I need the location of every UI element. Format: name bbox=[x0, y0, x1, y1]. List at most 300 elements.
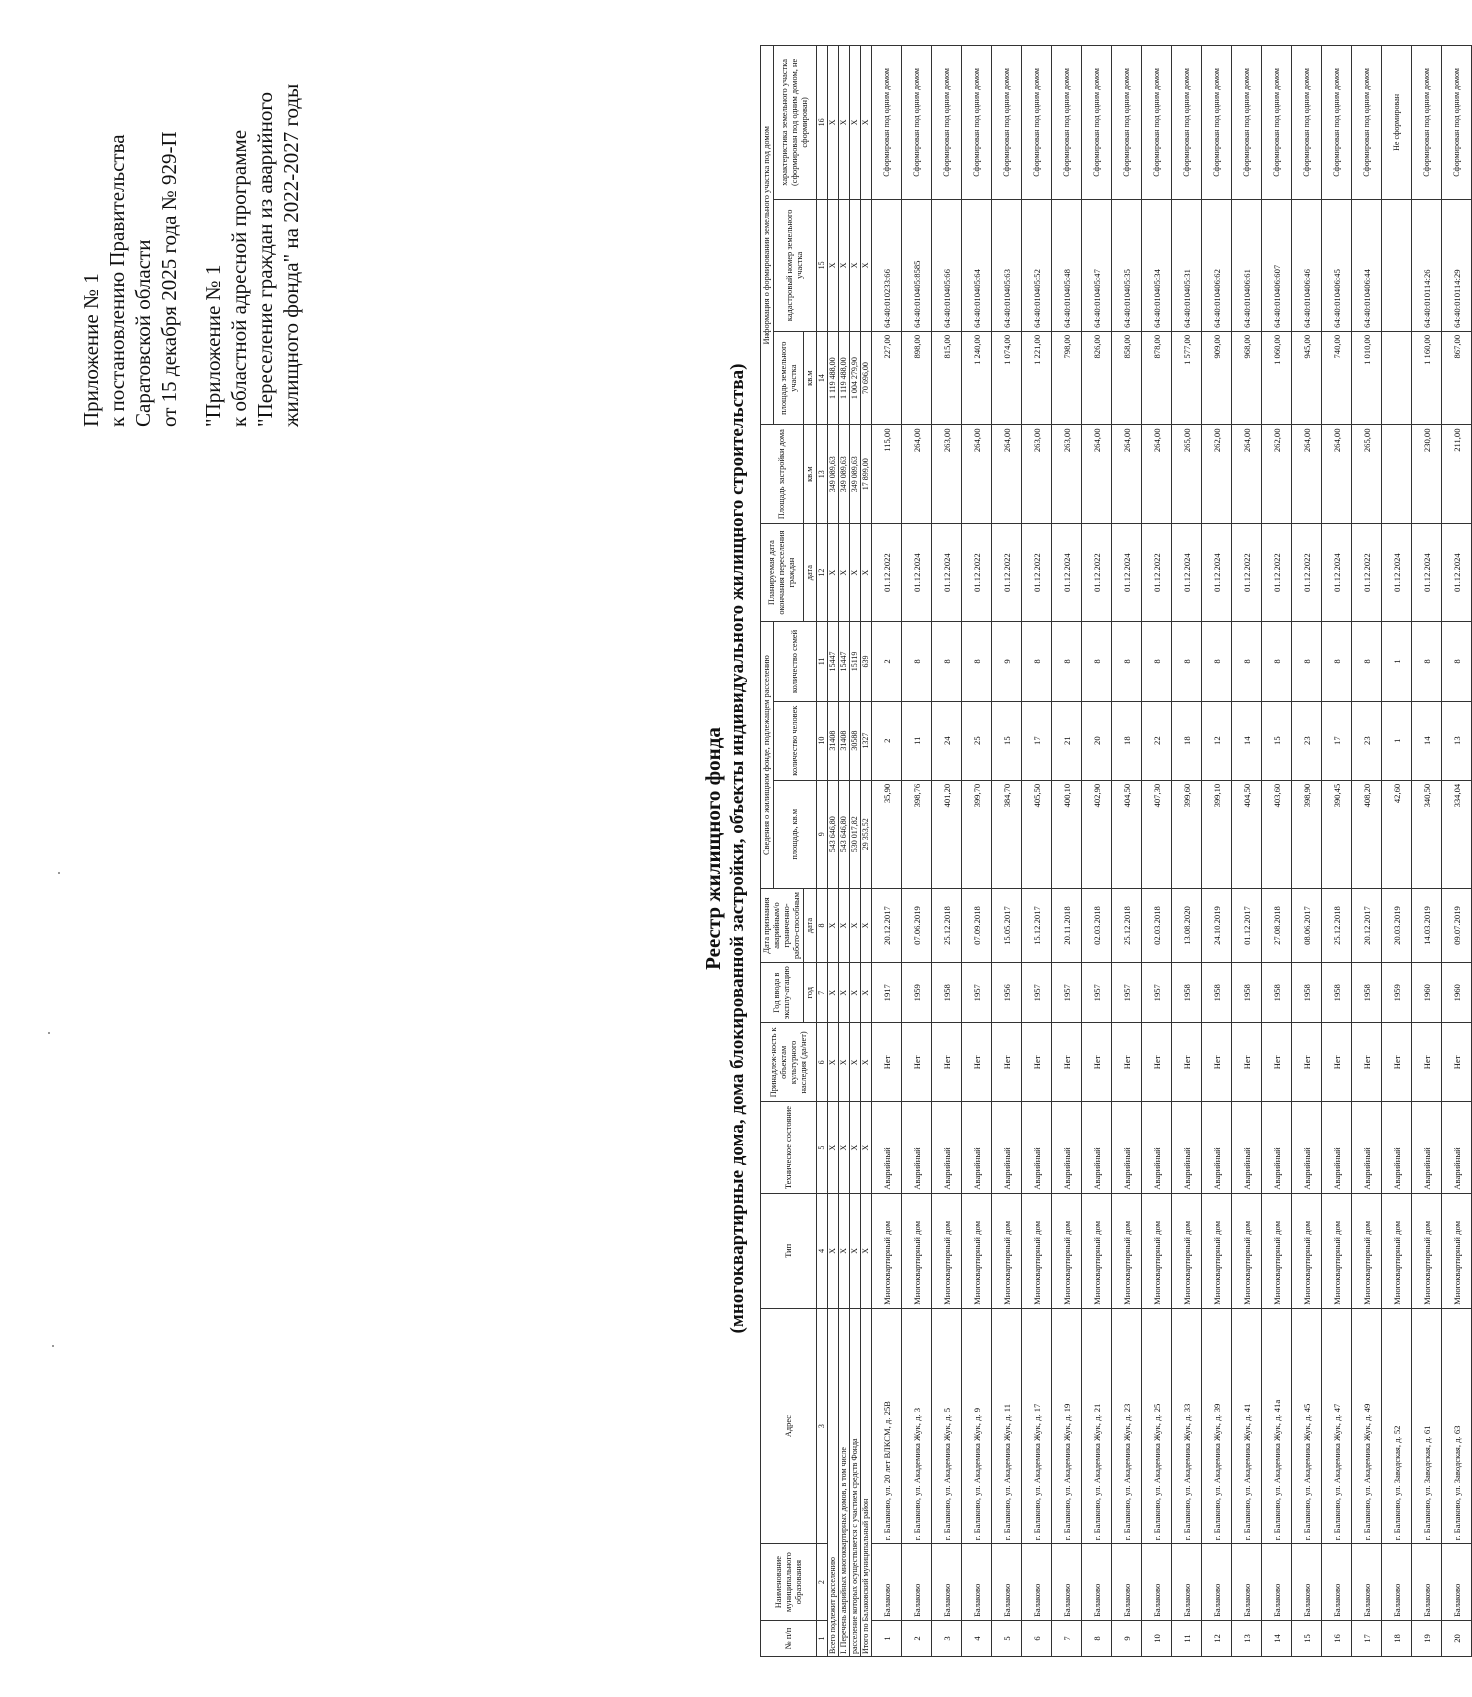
land-area-cell: 1 010,00 bbox=[1352, 331, 1382, 425]
land-char-cell: Сформирован под одним домом bbox=[962, 46, 992, 200]
planned-date-cell: 01.12.2024 bbox=[1322, 523, 1352, 621]
totals-cell: Х bbox=[839, 46, 850, 200]
column-number: 13 bbox=[817, 425, 828, 523]
row-number: 9 bbox=[1112, 1621, 1142, 1657]
col-header-build-area: Площадь застройки дома bbox=[761, 425, 804, 523]
year-cell: 1957 bbox=[1082, 963, 1112, 1023]
land-char-cell: Сформирован под одним домом bbox=[1322, 46, 1352, 200]
totals-cell: 15447 bbox=[828, 622, 839, 701]
emergency-date-cell: 01.12.2017 bbox=[1232, 888, 1262, 962]
planned-date-cell: 01.12.2024 bbox=[902, 523, 932, 621]
families-cell: 9 bbox=[992, 622, 1022, 701]
families-cell: 8 bbox=[1292, 622, 1322, 701]
planned-date-cell: 01.12.2022 bbox=[1262, 523, 1292, 621]
area-cell: 334,04 bbox=[1442, 780, 1472, 888]
emergency-date-cell: 20.11.2018 bbox=[1052, 888, 1082, 962]
planned-date-cell: 01.12.2022 bbox=[1232, 523, 1262, 621]
totals-cell: Х bbox=[861, 1023, 872, 1102]
people-cell: 2 bbox=[872, 701, 902, 780]
municipality-cell: Балаково bbox=[992, 1544, 1022, 1621]
totals-cell: 15119 bbox=[850, 622, 861, 701]
title-line: Реестр жилищного фонда bbox=[701, 727, 725, 970]
year-cell: 1958 bbox=[1322, 963, 1352, 1023]
cadastral-cell: 64:40:010405:31 bbox=[1172, 199, 1202, 331]
land-char-cell: Сформирован под одним домом bbox=[1142, 46, 1172, 200]
build-area-cell: 265,00 bbox=[1352, 425, 1382, 523]
land-area-cell: 909,00 bbox=[1202, 331, 1232, 425]
row-number: 15 bbox=[1292, 1621, 1322, 1657]
type-cell: Многоквартирный дом bbox=[932, 1193, 962, 1308]
people-cell: 17 bbox=[1022, 701, 1052, 780]
emergency-date-cell: 25.12.2018 bbox=[932, 888, 962, 962]
totals-row bbox=[861, 46, 872, 1657]
tech-state-cell: Аварийный bbox=[1382, 1102, 1412, 1193]
build-area-cell: 262,00 bbox=[1262, 425, 1292, 523]
families-cell: 8 bbox=[1412, 622, 1442, 701]
address-cell: г. Балаково, ул. Заводская, д. 52 bbox=[1382, 1308, 1412, 1543]
row-number: 8 bbox=[1082, 1621, 1112, 1657]
heritage-cell: Нет bbox=[1172, 1023, 1202, 1102]
col-header-families: количество семей bbox=[774, 622, 817, 701]
municipality-cell: Балаково bbox=[1142, 1544, 1172, 1621]
heritage-cell: Нет bbox=[1232, 1023, 1262, 1102]
type-cell: Многоквартирный дом bbox=[1232, 1193, 1262, 1308]
municipality-cell: Балаково bbox=[902, 1544, 932, 1621]
table-row bbox=[1322, 46, 1352, 1657]
table-body bbox=[817, 46, 1472, 1657]
area-cell: 405,50 bbox=[1022, 780, 1052, 888]
families-cell: 8 bbox=[1022, 622, 1052, 701]
people-cell: 24 bbox=[932, 701, 962, 780]
people-cell: 13 bbox=[1442, 701, 1472, 780]
land-char-cell: Сформирован под одним домом bbox=[872, 46, 902, 200]
totals-cell: Х bbox=[861, 1193, 872, 1308]
table-row bbox=[1382, 46, 1412, 1657]
land-char-cell: Не сформирован bbox=[1382, 46, 1412, 200]
tech-state-cell: Аварийный bbox=[962, 1102, 992, 1193]
land-area-cell: 1 074,00 bbox=[992, 331, 1022, 425]
address-cell: г. Балаково, ул. Академика Жук, д. 17 bbox=[1022, 1308, 1052, 1543]
col-header-tech-state: Техническое состояние bbox=[761, 1102, 817, 1193]
totals-cell: 1 119 488,00 bbox=[839, 331, 850, 425]
area-cell: 402,90 bbox=[1082, 780, 1112, 888]
area-cell: 403,60 bbox=[1262, 780, 1292, 888]
land-char-cell: Сформирован под одним домом bbox=[1232, 46, 1262, 200]
families-cell: 8 bbox=[1202, 622, 1232, 701]
families-cell: 1 bbox=[1382, 622, 1412, 701]
families-cell: 8 bbox=[1262, 622, 1292, 701]
cadastral-cell: 64:40:010114:26 bbox=[1412, 199, 1442, 331]
land-area-cell: 1 240,00 bbox=[962, 331, 992, 425]
build-area-cell: 263,00 bbox=[932, 425, 962, 523]
municipality-cell: Балаково bbox=[1232, 1544, 1262, 1621]
area-cell: 42,60 bbox=[1382, 780, 1412, 888]
totals-cell: 349 089,63 bbox=[850, 425, 861, 523]
totals-cell: 530 017,82 bbox=[850, 780, 861, 888]
row-number: 5 bbox=[992, 1621, 1022, 1657]
planned-date-cell: 01.12.2022 bbox=[1082, 523, 1112, 621]
col-header-planned-date: Планируемая дата окончания переселения граждан bbox=[761, 523, 804, 621]
build-area-cell: 264,00 bbox=[962, 425, 992, 523]
table-row bbox=[1022, 46, 1052, 1657]
municipality-cell: Балаково bbox=[1292, 1544, 1322, 1621]
type-cell: Многоквартирный дом bbox=[1022, 1193, 1052, 1308]
address-cell: г. Балаково, ул. Академика Жук, д. 33 bbox=[1172, 1308, 1202, 1543]
people-cell: 11 bbox=[902, 701, 932, 780]
column-number: 2 bbox=[817, 1544, 828, 1621]
totals-cell: 17 899,00 bbox=[861, 425, 872, 523]
people-cell: 23 bbox=[1352, 701, 1382, 780]
totals-cell: Х bbox=[828, 963, 839, 1023]
totals-cell: 15447 bbox=[839, 622, 850, 701]
table-row bbox=[1352, 46, 1382, 1657]
year-cell: 1957 bbox=[1142, 963, 1172, 1023]
heritage-cell: Нет bbox=[1292, 1023, 1322, 1102]
land-area-cell: 945,00 bbox=[1292, 331, 1322, 425]
row-number: 19 bbox=[1412, 1621, 1442, 1657]
totals-cell: Х bbox=[828, 1023, 839, 1102]
heritage-cell: Нет bbox=[1082, 1023, 1112, 1102]
type-cell: Многоквартирный дом bbox=[1052, 1193, 1082, 1308]
totals-cell: 1 004 279,90 bbox=[850, 331, 861, 425]
year-cell: 1959 bbox=[1382, 963, 1412, 1023]
land-area-cell: 898,00 bbox=[902, 331, 932, 425]
land-char-cell: Сформирован под одним домом bbox=[1202, 46, 1232, 200]
col-header-type: Тип bbox=[761, 1193, 817, 1308]
column-number: 1 bbox=[817, 1621, 828, 1657]
address-cell: г. Балаково, ул. Академика Жук, д. 47 bbox=[1322, 1308, 1352, 1543]
emergency-date-cell: 25.12.2018 bbox=[1112, 888, 1142, 962]
year-cell: 1958 bbox=[1262, 963, 1292, 1023]
build-area-cell: 264,00 bbox=[1232, 425, 1262, 523]
municipality-cell: Балаково bbox=[1172, 1544, 1202, 1621]
people-cell: 23 bbox=[1292, 701, 1322, 780]
land-char-cell: Сформирован под одним домом bbox=[1412, 46, 1442, 200]
year-cell: 1958 bbox=[1202, 963, 1232, 1023]
column-number: 4 bbox=[817, 1193, 828, 1308]
build-area-cell: 264,00 bbox=[992, 425, 1022, 523]
families-cell: 8 bbox=[1082, 622, 1112, 701]
families-cell: 8 bbox=[1442, 622, 1472, 701]
totals-cell: Х bbox=[828, 199, 839, 331]
totals-cell: 31408 bbox=[828, 701, 839, 780]
municipality-cell: Балаково bbox=[932, 1544, 962, 1621]
heritage-cell: Нет bbox=[962, 1023, 992, 1102]
cadastral-cell: 64:40:010405:64 bbox=[962, 199, 992, 331]
planned-date-cell: 01.12.2022 bbox=[1292, 523, 1322, 621]
totals-cell: Х bbox=[850, 199, 861, 331]
totals-cell: Х bbox=[828, 1102, 839, 1193]
col-header-cadastral: кадастровый номер земельного участка bbox=[774, 199, 817, 331]
table-row bbox=[1412, 46, 1442, 1657]
emergency-date-cell: 25.12.2018 bbox=[1322, 888, 1352, 962]
address-cell: г. Балаково, ул. Академика Жук, д. 21 bbox=[1082, 1308, 1112, 1543]
address-cell: г. Балаково, ул. Академика Жук, д. 49 bbox=[1352, 1308, 1382, 1543]
row-number: 2 bbox=[902, 1621, 932, 1657]
planned-date-cell: 01.12.2022 bbox=[962, 523, 992, 621]
row-number: 17 bbox=[1352, 1621, 1382, 1657]
col-group-land: Информация о формировании земельного участка под домом bbox=[761, 46, 774, 425]
planned-date-cell: 01.12.2022 bbox=[992, 523, 1022, 621]
totals-cell: Х bbox=[839, 1102, 850, 1193]
people-cell: 18 bbox=[1112, 701, 1142, 780]
families-cell: 8 bbox=[1052, 622, 1082, 701]
address-cell: г. Балаково, ул. Академика Жук, д. 3 bbox=[902, 1308, 932, 1543]
heritage-cell: Нет bbox=[1022, 1023, 1052, 1102]
cadastral-cell bbox=[1382, 199, 1412, 331]
row-number: 6 bbox=[1022, 1621, 1052, 1657]
emergency-date-cell: 15.05.2017 bbox=[992, 888, 1022, 962]
totals-cell: Х bbox=[861, 46, 872, 200]
year-cell: 1957 bbox=[1022, 963, 1052, 1023]
municipality-cell: Балаково bbox=[1352, 1544, 1382, 1621]
type-cell: Многоквартирный дом bbox=[1202, 1193, 1232, 1308]
type-cell: Многоквартирный дом bbox=[1142, 1193, 1172, 1308]
emergency-date-cell: 14.03.2019 bbox=[1412, 888, 1442, 962]
heritage-cell: Нет bbox=[932, 1023, 962, 1102]
col-header-address: Адрес bbox=[761, 1308, 817, 1543]
year-cell: 1957 bbox=[1112, 963, 1142, 1023]
cadastral-cell: 64:40:010405:47 bbox=[1082, 199, 1112, 331]
column-number: 6 bbox=[817, 1023, 828, 1102]
tech-state-cell: Аварийный bbox=[1082, 1102, 1112, 1193]
totals-cell: 70 696,00 bbox=[861, 331, 872, 425]
families-cell: 8 bbox=[1172, 622, 1202, 701]
municipality-cell: Балаково bbox=[1412, 1544, 1442, 1621]
emergency-date-cell: 24.10.2019 bbox=[1202, 888, 1232, 962]
people-cell: 25 bbox=[962, 701, 992, 780]
municipality-cell: Балаково bbox=[1442, 1544, 1472, 1621]
tech-state-cell: Аварийный bbox=[1442, 1102, 1472, 1193]
build-area-cell: 264,00 bbox=[902, 425, 932, 523]
table-row bbox=[992, 46, 1022, 1657]
column-number: 12 bbox=[817, 523, 828, 621]
people-cell: 20 bbox=[1082, 701, 1112, 780]
heritage-cell: Нет bbox=[902, 1023, 932, 1102]
emergency-date-cell: 02.03.2018 bbox=[1142, 888, 1172, 962]
planned-date-cell: 01.12.2022 bbox=[1022, 523, 1052, 621]
planned-date-cell: 01.12.2024 bbox=[1052, 523, 1082, 621]
emergency-date-cell: 20.12.2017 bbox=[872, 888, 902, 962]
resolution-header bbox=[78, 131, 182, 427]
tech-state-cell: Аварийный bbox=[1412, 1102, 1442, 1193]
area-cell: 340,50 bbox=[1412, 780, 1442, 888]
area-cell: 390,45 bbox=[1322, 780, 1352, 888]
address-cell: г. Балаково, ул. Заводская, д. 61 bbox=[1412, 1308, 1442, 1543]
totals-cell: Х bbox=[828, 888, 839, 962]
people-cell: 14 bbox=[1412, 701, 1442, 780]
type-cell: Многоквартирный дом bbox=[1412, 1193, 1442, 1308]
year-cell: 1958 bbox=[1292, 963, 1322, 1023]
totals-cell: Х bbox=[828, 1193, 839, 1308]
cadastral-cell: 64:40:010405:35 bbox=[1112, 199, 1142, 331]
type-cell: Многоквартирный дом bbox=[1262, 1193, 1292, 1308]
land-area-cell: 1 221,00 bbox=[1022, 331, 1052, 425]
totals-cell: Х bbox=[861, 888, 872, 962]
build-area-cell: 264,00 bbox=[1322, 425, 1352, 523]
tech-state-cell: Аварийный bbox=[1142, 1102, 1172, 1193]
planned-date-cell: 01.12.2024 bbox=[1412, 523, 1442, 621]
planned-date-cell: 01.12.2024 bbox=[1442, 523, 1472, 621]
column-number: 10 bbox=[817, 701, 828, 780]
year-cell: 1958 bbox=[1172, 963, 1202, 1023]
people-cell: 21 bbox=[1052, 701, 1082, 780]
header-line: к областной адресной программе bbox=[227, 129, 251, 427]
emergency-date-cell: 15.12.2017 bbox=[1022, 888, 1052, 962]
land-area-cell: 1 577,00 bbox=[1172, 331, 1202, 425]
column-number: 11 bbox=[817, 622, 828, 701]
table-row bbox=[1172, 46, 1202, 1657]
heritage-cell: Нет bbox=[1142, 1023, 1172, 1102]
table-row bbox=[1292, 46, 1322, 1657]
land-char-cell: Сформирован под одним домом bbox=[1262, 46, 1292, 200]
area-cell: 408,20 bbox=[1352, 780, 1382, 888]
table-row bbox=[1262, 46, 1292, 1657]
totals-cell: Х bbox=[850, 888, 861, 962]
land-area-cell: 1 160,00 bbox=[1412, 331, 1442, 425]
totals-cell: Х bbox=[861, 1102, 872, 1193]
tech-state-cell: Аварийный bbox=[1352, 1102, 1382, 1193]
unit-date: дата bbox=[804, 523, 817, 621]
planned-date-cell: 01.12.2024 bbox=[1172, 523, 1202, 621]
build-area-cell: 115,00 bbox=[872, 425, 902, 523]
people-cell: 22 bbox=[1142, 701, 1172, 780]
column-number: 8 bbox=[817, 888, 828, 962]
tech-state-cell: Аварийный bbox=[1232, 1102, 1262, 1193]
families-cell: 8 bbox=[1322, 622, 1352, 701]
tech-state-cell: Аварийный bbox=[1202, 1102, 1232, 1193]
table-row bbox=[932, 46, 962, 1657]
area-cell: 407,30 bbox=[1142, 780, 1172, 888]
cadastral-cell: 64:40:010406:45 bbox=[1322, 199, 1352, 331]
families-cell: 2 bbox=[872, 622, 902, 701]
column-number: 9 bbox=[817, 780, 828, 888]
header-line: жилищного фонда" на 2022-2027 годы bbox=[279, 83, 303, 427]
totals-cell: 1327 bbox=[861, 701, 872, 780]
land-char-cell: Сформирован под одним домом bbox=[1292, 46, 1322, 200]
land-char-cell: Сформирован под одним домом bbox=[1442, 46, 1472, 200]
col-header-people: количество человек bbox=[774, 701, 817, 780]
cadastral-cell: 64:40:010405:34 bbox=[1142, 199, 1172, 331]
area-cell: 399,10 bbox=[1202, 780, 1232, 888]
totals-cell: Х bbox=[861, 963, 872, 1023]
families-cell: 8 bbox=[1142, 622, 1172, 701]
cadastral-cell: 64:40:010406:62 bbox=[1202, 199, 1232, 331]
heritage-cell: Нет bbox=[872, 1023, 902, 1102]
totals-cell: Х bbox=[839, 1023, 850, 1102]
municipality-cell: Балаково bbox=[1262, 1544, 1292, 1621]
land-char-cell: Сформирован под одним домом bbox=[992, 46, 1022, 200]
type-cell: Многоквартирный дом bbox=[872, 1193, 902, 1308]
land-area-cell: 878,00 bbox=[1142, 331, 1172, 425]
row-number: 13 bbox=[1232, 1621, 1262, 1657]
planned-date-cell: 01.12.2024 bbox=[932, 523, 962, 621]
build-area-cell: 264,00 bbox=[1082, 425, 1112, 523]
build-area-cell: 262,00 bbox=[1202, 425, 1232, 523]
table-row bbox=[1442, 46, 1472, 1657]
totals-cell: 543 646,80 bbox=[839, 780, 850, 888]
year-cell: 1957 bbox=[1052, 963, 1082, 1023]
area-cell: 401,20 bbox=[932, 780, 962, 888]
heritage-cell: Нет bbox=[1412, 1023, 1442, 1102]
totals-cell: 31408 bbox=[839, 701, 850, 780]
address-cell: г. Балаково, ул. Заводская, д. 63 bbox=[1442, 1308, 1472, 1543]
people-cell: 18 bbox=[1172, 701, 1202, 780]
emergency-date-cell: 13.08.2020 bbox=[1172, 888, 1202, 962]
type-cell: Многоквартирный дом bbox=[1292, 1193, 1322, 1308]
cadastral-cell: 64:40:010233:66 bbox=[872, 199, 902, 331]
land-area-cell bbox=[1382, 331, 1412, 425]
type-cell: Многоквартирный дом bbox=[1322, 1193, 1352, 1308]
land-char-cell: Сформирован под одним домом bbox=[1352, 46, 1382, 200]
column-number: 3 bbox=[817, 1308, 828, 1543]
land-char-cell: Сформирован под одним домом bbox=[902, 46, 932, 200]
tech-state-cell: Аварийный bbox=[1262, 1102, 1292, 1193]
tech-state-cell: Аварийный bbox=[1052, 1102, 1082, 1193]
planned-date-cell: 01.12.2024 bbox=[1382, 523, 1412, 621]
row-number: 4 bbox=[962, 1621, 992, 1657]
municipality-cell: Балаково bbox=[1112, 1544, 1142, 1621]
families-cell: 8 bbox=[902, 622, 932, 701]
people-cell: 15 bbox=[992, 701, 1022, 780]
emergency-date-cell: 02.03.2018 bbox=[1082, 888, 1112, 962]
header-line: Приложение № 1 bbox=[79, 273, 103, 427]
table-row bbox=[1142, 46, 1172, 1657]
totals-cell: Х bbox=[828, 46, 839, 200]
type-cell: Многоквартирный дом bbox=[1082, 1193, 1112, 1308]
municipality-cell: Балаково bbox=[1052, 1544, 1082, 1621]
heritage-cell: Нет bbox=[1202, 1023, 1232, 1102]
table-row bbox=[1112, 46, 1142, 1657]
totals-cell: Х bbox=[850, 1102, 861, 1193]
row-number: 14 bbox=[1262, 1621, 1292, 1657]
address-cell: г. Балаково, ул. Академика Жук, д. 39 bbox=[1202, 1308, 1232, 1543]
col-header-year: Год ввода в эксплу-атацию bbox=[761, 963, 804, 1023]
header-line: "Переселение граждан из аварийного bbox=[253, 92, 277, 427]
document-title bbox=[700, 0, 750, 1697]
planned-date-cell: 01.12.2022 bbox=[1352, 523, 1382, 621]
row-number: 3 bbox=[932, 1621, 962, 1657]
cadastral-cell: 64:40:010406:607 bbox=[1262, 199, 1292, 331]
area-cell: 399,60 bbox=[1172, 780, 1202, 888]
column-number: 7 bbox=[817, 963, 828, 1023]
families-cell: 8 bbox=[1112, 622, 1142, 701]
cadastral-cell: 64:40:010114:29 bbox=[1442, 199, 1472, 331]
totals-cell: 1 119 488,00 bbox=[828, 331, 839, 425]
build-area-cell: 263,00 bbox=[1052, 425, 1082, 523]
families-cell: 8 bbox=[1232, 622, 1262, 701]
col-header-land-char: характеристика земельного участка (сформирован под одним домом, не сформирован) bbox=[774, 46, 817, 200]
tech-state-cell: Аварийный bbox=[902, 1102, 932, 1193]
tech-state-cell: Аварийный bbox=[1112, 1102, 1142, 1193]
build-area-cell: 264,00 bbox=[1112, 425, 1142, 523]
address-cell: г. Балаково, ул. Академика Жук, д. 25 bbox=[1142, 1308, 1172, 1543]
table-row bbox=[1232, 46, 1262, 1657]
totals-row bbox=[850, 46, 861, 1657]
families-cell: 8 bbox=[932, 622, 962, 701]
people-cell: 17 bbox=[1322, 701, 1352, 780]
build-area-cell: 263,00 bbox=[1022, 425, 1052, 523]
col-group-resettlement: Сведения о жилищном фонде, подлежащем расселению bbox=[761, 622, 774, 889]
planned-date-cell: 01.12.2024 bbox=[1112, 523, 1142, 621]
totals-row bbox=[828, 46, 839, 1657]
tech-state-cell: Аварийный bbox=[1022, 1102, 1052, 1193]
planned-date-cell: 01.12.2022 bbox=[1142, 523, 1172, 621]
col-header-municipality: Наименование муниципального образования bbox=[761, 1544, 817, 1621]
municipality-cell: Балаково bbox=[1322, 1544, 1352, 1621]
year-cell: 1957 bbox=[962, 963, 992, 1023]
header-line: Саратовской области bbox=[131, 239, 155, 427]
